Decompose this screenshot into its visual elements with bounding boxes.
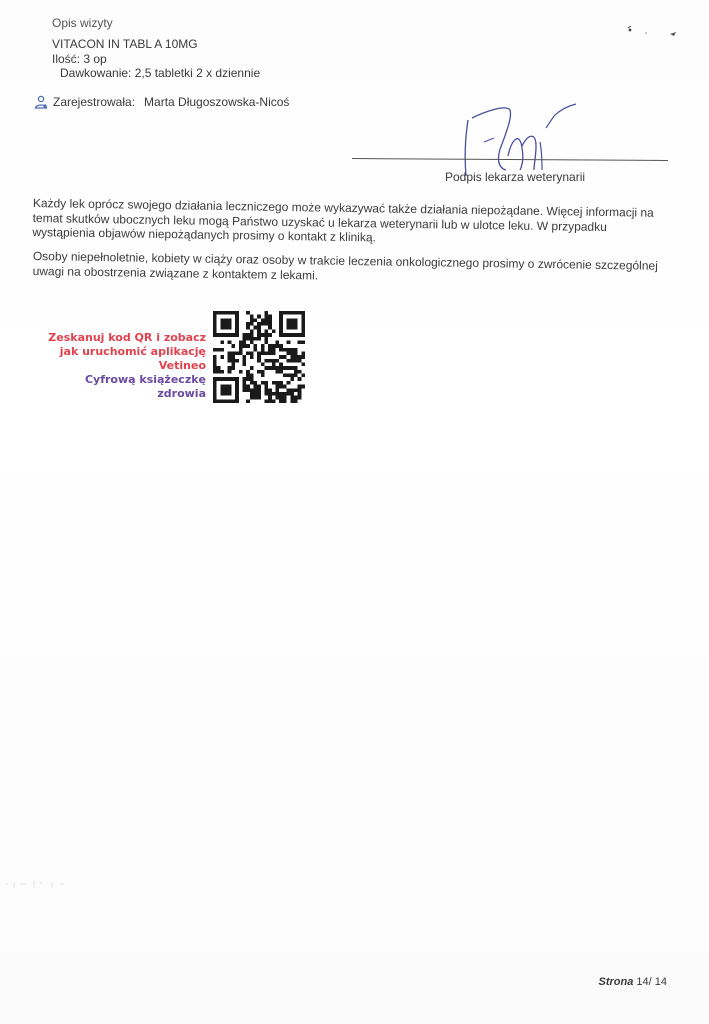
qr-code[interactable]	[213, 311, 305, 403]
page-footer	[599, 976, 668, 988]
person-icon	[34, 95, 48, 109]
registrar-label: Zarejestrowała:	[53, 95, 136, 109]
precautions-notice: Osoby niepełnoletnie, kobiety w ciąży oraz osoby w trakcie leczenia onkologicznego prosimy o zwrócenie szczególnej uwagi na obostrzenia związane z kontaktem z lekami.	[32, 249, 658, 282]
registrar-line	[34, 95, 289, 109]
page-label: Strona	[598, 976, 634, 988]
drug-name: VITACON IN TABL A 10MG	[52, 37, 198, 51]
promo-line-3: Cyfrową książeczkę zdrowia	[84, 373, 206, 400]
drug-quantity: Ilość: 3 op	[52, 52, 107, 66]
registrar-name: Marta Długoszowska-Nicoś	[144, 95, 290, 109]
visit-description-label: Opis wizyty	[52, 16, 113, 30]
page-number: 14/ 14	[636, 976, 667, 988]
side-effects-notice: Każdy lek oprócz swojego działania leczniczego może wykazywać także działania niepożądane. Więcej informacji na temat skutków ubocznych leku mogą Państwo uzyskać u lekarza weterynarii lub w ulotce leku. W przypadku wystąpienia objawów niepożądanych prosimy o kontakt z kliniką.	[32, 196, 654, 245]
scan-artifact-marks	[624, 24, 684, 44]
promo-line-1: Zeskanuj kod QR i zobacz	[48, 331, 206, 344]
promo-line-2: jak uruchomić aplikację Vetineo	[59, 345, 206, 372]
scan-noise	[0, 878, 200, 890]
qr-promo-text	[44, 331, 206, 401]
signature-caption: Podpis lekarza weterynarii	[445, 170, 586, 184]
drug-dosage: Dawkowanie: 2,5 tabletki 2 x dziennie	[60, 66, 261, 80]
